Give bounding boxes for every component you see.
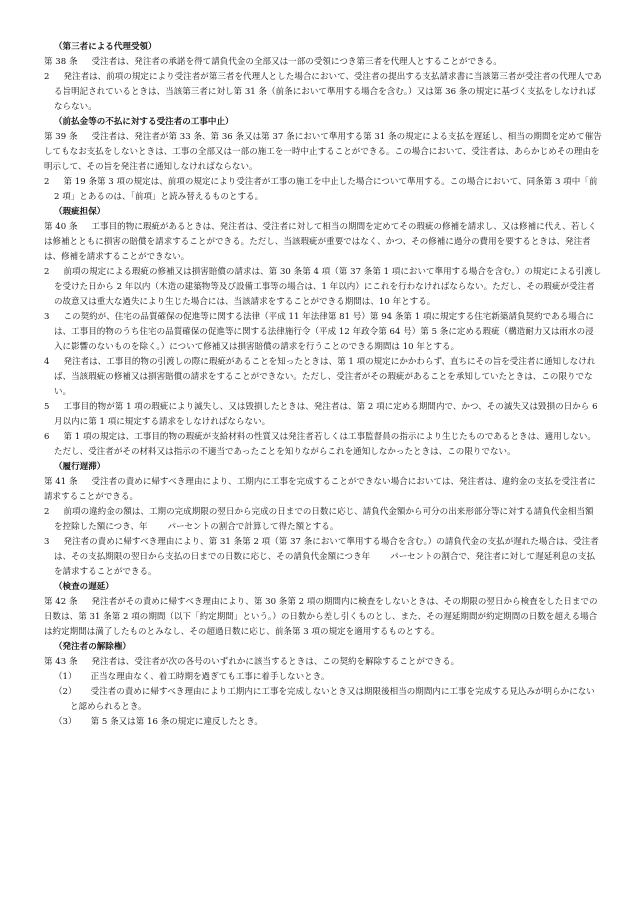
article-number: 第 42 条 <box>44 597 78 607</box>
article-42-paragraph-1: 第 42 条 発注者がその責めに帰すべき理由により、第 30 条第 2 項の期間内に検査をしないときは、その期限の翌日から検査をした日までの日数は、第 31 条第 2 項の期間（以下「約定期間」という。）の日数から差し引くものとし、また、その遅延期間が約定期間の日数を超える場合は約定期間は満了したものとみなし、その超過日数に応じ、前条第 3 項の規定を適用するものとする。 <box>44 597 598 637</box>
article-number: 第 39 条 <box>44 132 78 142</box>
article-40-paragraph-2: 2 前項の規定による瑕疵の修補又は損害賠償の請求は、第 30 条第 4 項（第 37 条第 1 項において準用する場合を含む。）の規定による引渡しを受けた日から 2 年以内（木造の建築物等及び設備工事等の場合は、1 年以内）にこれを行わなければならない。ただし、その瑕疵が受注者の故意又は重大な過失により生じた場合には、当該請求をすることができる期間は、10 年とする。 <box>44 267 602 307</box>
article-41-paragraph-1: 第 41 条 受注者の責めに帰すべき理由により、工期内に工事を完成することができない場合においては、発注者は、違約金の支払を受注者に請求することができる。 <box>44 477 596 502</box>
article-number: 第 40 条 <box>44 222 78 232</box>
article-38-paragraph-2: 2 発注者は、前項の規定により受注者が第三者を代理人とした場合において、受注者の提出する支払請求書に当該第三者が受注者の代理人である旨明記されているときは、当該第三者に対し第 31 条（前条において準用する場合を含む。）又は第 36 条の規定に基づく支払をしなければならない。 <box>44 72 602 112</box>
heading-performance-delay: （履行遅滞） <box>54 462 106 472</box>
article-40-paragraph-4: 4 発注者は、工事目的物の引渡しの際に瑕疵があることを知ったときは、第 1 項の規定にかかわらず、直ちにその旨を受注者に通知しなければ、当該瑕疵の修補又は損害賠償の請求をすることができない。ただし、受注者がその瑕疵があることを承知していたときは、この限りでない。 <box>44 357 596 397</box>
article-40-paragraph-1: 第 40 条 工事目的物に瑕疵があるときは、発注者は、受注者に対して相当の期間を定めてその瑕疵の修補を請求し、又は修補に代え、若しくは修補とともに損害の賠償を請求することができる。ただし、当該瑕疵が重要ではなく、かつ、その修補に過分の費用を要するときは、発注者は、修補を請求することができない。 <box>44 222 597 262</box>
article-number: 第 43 条 <box>44 657 78 667</box>
article-40-paragraph-6: 6 第 1 項の規定は、工事目的物の瑕疵が支給材料の性質又は発注者若しくは工事監督員の指示により生じたものであるときは、適用しない。ただし、受注者がその材料又は指示の不適当であったことを知りながらこれを通知しなかったときは、この限りでない。 <box>44 432 596 457</box>
article-40-paragraph-3: 3 この契約が、住宅の品質確保の促進等に関する法律（平成 11 年法律第 81 号）第 94 条第 1 項に規定する住宅新築請負契約である場合には、工事目的物のうち住宅の品質確保の促進等に関する法律施行令（平成 12 年政令第 64 号）第 5 条に定める瑕疵（構造耐力又は雨水の浸入に影響のないものを除く。）について修補又は損害賠償の請求を行うことのできる期間は 10 年とする。 <box>44 312 594 352</box>
heading-work-suspension: （前払金等の不払に対する受注者の工事中止） <box>54 117 234 127</box>
article-38-paragraph-1: 第 38 条 受注者は、発注者の承諾を得て請負代金の全部又は一部の受領につき第三者を代理人とすることができる。 <box>44 57 502 67</box>
article-39-paragraph-2: 2 第 19 条第 3 項の規定は、前項の規定により受注者が工事の施工を中止した場合について準用する。この場合において、同条第 3 項中「前 2 項」とあるのは、「前項」と読み替えるものとする。 <box>44 177 598 202</box>
article-number: 第 38 条 <box>44 57 78 67</box>
article-41-paragraph-2: 2 前項の違約金の額は、工期の完成期限の翌日から完成の日までの日数に応じ、請負代金額から可分の出来形部分等に対する請負代金相当額を控除した額につき、年 パーセントの割合で計算して得た額とする。 <box>44 507 594 532</box>
heading-defect-warranty: （瑕疵担保） <box>54 207 106 217</box>
article-41-paragraph-3: 3 発注者の責めに帰すべき理由により、第 31 条第 2 項（第 37 条において準用する場合を含む。）の請負代金の支払が遅れた場合は、受注者は、その支払期限の翌日から支払の日までの日数に応じ、その請負代金額につき年 パーセントの割合で、発注者に対して遅延利息の支払を請求することができる。 <box>44 537 599 577</box>
article-39-paragraph-1: 第 39 条 受注者は、発注者が第 33 条、第 36 条又は第 37 条において準用する第 31 条の規定による支払を遅延し、相当の期間を定めて催告してもなお支払をしないときは、工事の全部又は一部の施工を一時中止することができる。この場合において、受注者は、あらかじめその理由を明示して、その旨を発注者に通知しなければならない。 <box>44 132 602 172</box>
heading-third-party-receipt: （第三者による代理受領） <box>54 42 157 52</box>
heading-termination-right: （発注者の解除権） <box>54 642 131 652</box>
article-43-item-3: （3） 第 5 条又は第 16 条の規定に違反したとき。 <box>54 717 263 727</box>
article-43-item-1: （1） 正当な理由なく、着工時期を過ぎても工事に着手しないとき。 <box>54 672 330 682</box>
article-43-paragraph-1: 第 43 条 発注者は、受注者が次の各号のいずれかに該当するときは、この契約を解除することができる。 <box>44 657 460 667</box>
article-40-paragraph-5: 5 工事目的物が第 1 項の瑕疵により滅失し、又は毀損したときは、発注者は、第 2 項に定める期間内で、かつ、その滅失又は毀損の日から 6 月以内に第 1 項に規定する請求をしなければならない。 <box>44 402 598 427</box>
article-43-item-2: （2） 受注者の責めに帰すべき理由により工期内に工事を完成しないとき又は期限後相当の期間内に工事を完成する見込みが明らかにないと認められるとき。 <box>54 687 595 712</box>
article-number: 第 41 条 <box>44 477 78 487</box>
heading-inspection-delay: （検査の遅延） <box>54 582 114 592</box>
